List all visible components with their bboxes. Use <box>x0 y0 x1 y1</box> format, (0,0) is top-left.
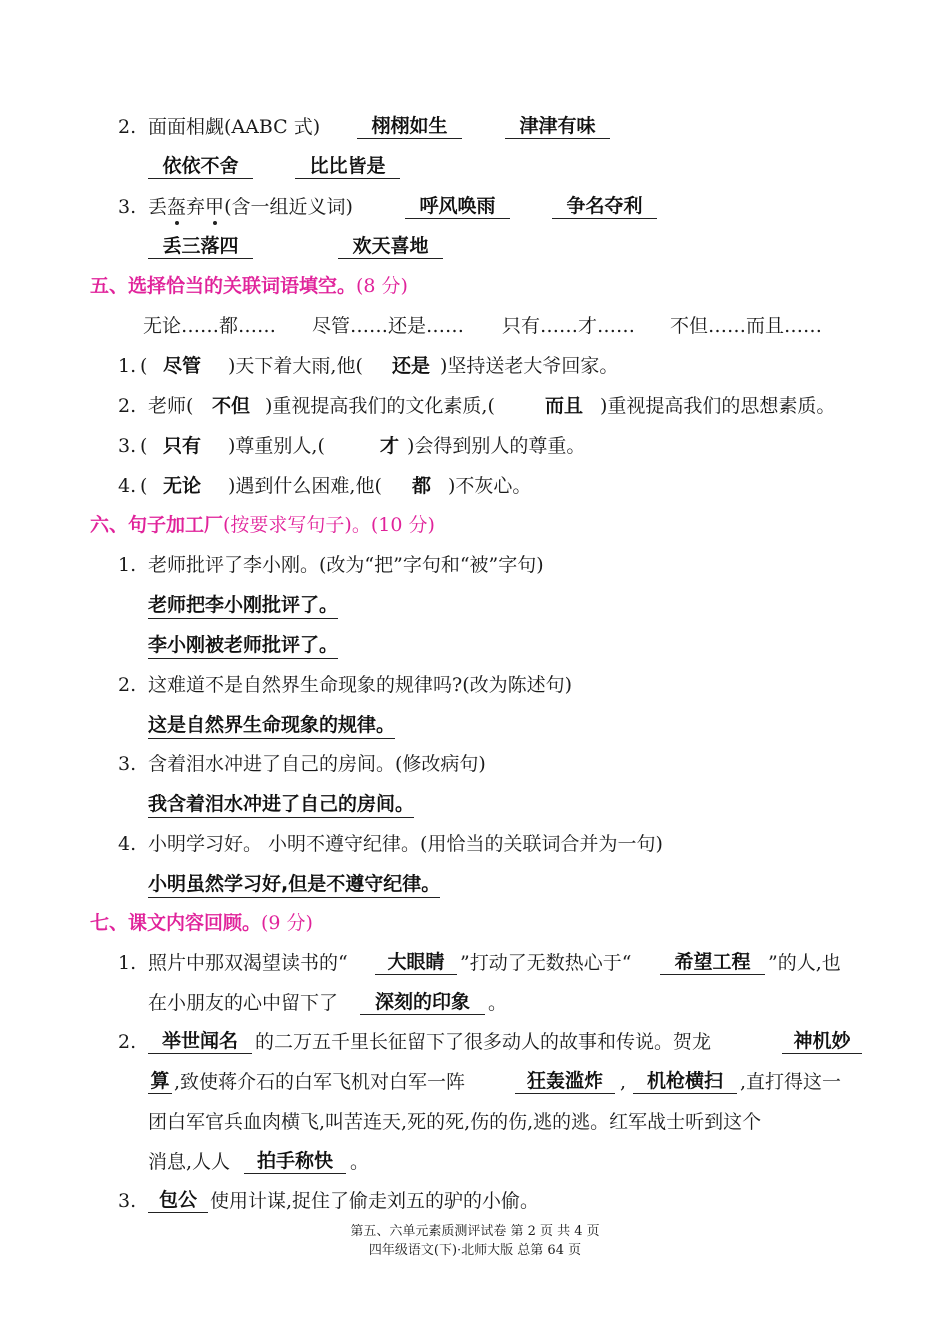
text: , <box>620 1071 627 1093</box>
page-footer-line2: 四年级语文(下)·北师大版 总第 64 页 <box>368 1243 582 1258</box>
answer: 只有 <box>163 435 202 457</box>
text: )会得到别人的尊重。 <box>407 435 586 457</box>
text: ,直打得这一 <box>740 1071 842 1093</box>
answer-blank: 栩栩如生 <box>357 114 462 139</box>
text: )重视提高我们的思想素质。 <box>600 395 836 417</box>
section-hint: (按要求写句子) <box>223 514 352 536</box>
text: 使用计谋,捉住了偷走刘五的驴的小偷。 <box>210 1190 540 1212</box>
section-score: (8 分) <box>356 275 408 297</box>
answer-blank: 比比皆是 <box>295 154 400 179</box>
char: 弃 <box>186 196 206 218</box>
text: 尊重别人,( <box>235 435 325 457</box>
paren-open: ( <box>140 355 148 377</box>
section-title <box>90 910 313 936</box>
question-text: 面面相觑(AABC 式) <box>148 116 321 138</box>
answer-blank: 大眼睛 <box>375 950 457 975</box>
option: 尽管……还是…… <box>312 315 465 337</box>
answer-blank: 依依不舍 <box>148 154 253 179</box>
item-number: 2. <box>118 395 137 417</box>
question-text: 小明学习好。 小明不遵守纪律。(用恰当的关联词合并为一句) <box>148 833 663 855</box>
text: ”打动了无数热心于“ <box>460 952 632 974</box>
answer: 还是 <box>392 355 431 377</box>
text: 遇到什么困难,他( <box>235 475 382 497</box>
section-title <box>90 512 435 538</box>
answer-blank: 希望工程 <box>660 950 765 975</box>
hint: (含一组近义词) <box>224 196 353 218</box>
paren-close: ) <box>228 355 236 377</box>
answer-blank: 举世闻名 <box>148 1029 252 1054</box>
item-number: 1. <box>118 952 137 974</box>
item-number: 3. <box>118 1190 137 1212</box>
answer: 而且 <box>545 395 584 417</box>
text: )坚持送老大爷回家。 <box>440 355 619 377</box>
answer: 小明虽然学习好,但是不遵守纪律。 <box>148 871 440 898</box>
sentence-text <box>228 433 325 459</box>
answer: 才 <box>380 435 400 457</box>
answer: 不但 <box>212 395 251 417</box>
item-number: 1. <box>118 554 137 576</box>
answer-blank: 包公 <box>148 1188 208 1213</box>
char-dotted: 甲 <box>205 196 225 218</box>
item-number: 2. <box>118 1031 137 1053</box>
paren-close: ) <box>228 475 236 497</box>
answer: 都 <box>412 475 432 497</box>
section-score: 。(10 分) <box>351 514 435 536</box>
section-heading: 五、选择恰当的关联词语填空。 <box>90 275 357 297</box>
paren-close: ) <box>228 435 236 457</box>
answer-blank: 深刻的印象 <box>360 990 485 1015</box>
answer: 无论 <box>163 475 202 497</box>
option: 不但……而且…… <box>670 315 823 337</box>
sentence-text <box>228 473 382 499</box>
answer-blank: 拍手称快 <box>244 1149 346 1174</box>
answer: 我含着泪水冲进了自己的房间。 <box>148 791 414 818</box>
paren-open: ( <box>140 435 148 457</box>
page-footer-line1: 第五、六单元素质测评试卷 第 2 页 共 4 页 <box>350 1224 600 1239</box>
char: 丢 <box>148 196 168 218</box>
item-number: 2. <box>118 116 137 138</box>
item-number: 4. <box>118 833 137 855</box>
section-heading: 六、句子加工厂 <box>90 514 224 536</box>
option: 只有……才…… <box>502 315 636 337</box>
text: 老师( <box>148 395 194 417</box>
paren-open: ( <box>140 475 148 497</box>
section-score: (9 分) <box>261 912 313 934</box>
text: 的二万五千里长征留下了很多动人的故事和传说。贺龙 <box>255 1031 712 1053</box>
text: ”的人,也 <box>768 952 841 974</box>
sentence-text <box>228 353 363 379</box>
item-number: 3. <box>118 196 137 218</box>
text: 天下着大雨,他( <box>235 355 363 377</box>
answer: 老师把李小刚批评了。 <box>148 592 338 619</box>
text: 团白军官兵血肉横飞,叫苦连天,死的死,伤的伤,逃的逃。红军战士听到这个 <box>148 1111 762 1133</box>
question-text <box>148 194 353 220</box>
answer-blank: 丢三落四 <box>148 234 253 259</box>
answer-blank: 争名夺利 <box>552 194 657 219</box>
text: 照片中那双渴望读书的“ <box>148 952 348 974</box>
item-number: 4. <box>118 475 137 497</box>
text: 。 <box>350 1151 370 1173</box>
item-number: 3. <box>118 435 137 457</box>
answer-blank: 欢天喜地 <box>338 234 443 259</box>
section-title <box>90 273 408 299</box>
option: 无论……都…… <box>143 315 277 337</box>
text: )不灰心。 <box>448 475 532 497</box>
section-heading: 七、课文内容回顾。 <box>90 912 262 934</box>
answer-blank: 算 <box>148 1069 172 1094</box>
text: ,致使蒋介石的白军飞机对白军一阵 <box>174 1071 466 1093</box>
question-text: 含着泪水冲进了自己的房间。(修改病句) <box>148 753 486 775</box>
answer-blank: 神机妙 <box>782 1029 862 1054</box>
answer-blank: 狂轰滥炸 <box>515 1069 615 1094</box>
text: )重视提高我们的文化素质,( <box>265 395 495 417</box>
answer-blank: 津津有味 <box>505 114 610 139</box>
item-number: 3. <box>118 753 137 775</box>
answer-blank: 呼风唤雨 <box>405 194 510 219</box>
text: 消息,人人 <box>148 1151 231 1173</box>
item-number: 1. <box>118 355 137 377</box>
text: 。 <box>488 992 508 1014</box>
char-dotted: 盔 <box>167 196 187 218</box>
answer: 李小刚被老师批评了。 <box>148 632 338 659</box>
answer: 尽管 <box>163 355 202 377</box>
text: 在小朋友的心中留下了 <box>148 992 339 1014</box>
answer-blank: 机枪横扫 <box>633 1069 737 1094</box>
answer: 这是自然界生命现象的规律。 <box>148 712 395 739</box>
question-text: 这难道不是自然界生命现象的规律吗?(改为陈述句) <box>148 674 573 696</box>
question-text: 老师批评了李小刚。(改为“把”字句和“被”字句) <box>148 554 544 576</box>
item-number: 2. <box>118 674 137 696</box>
